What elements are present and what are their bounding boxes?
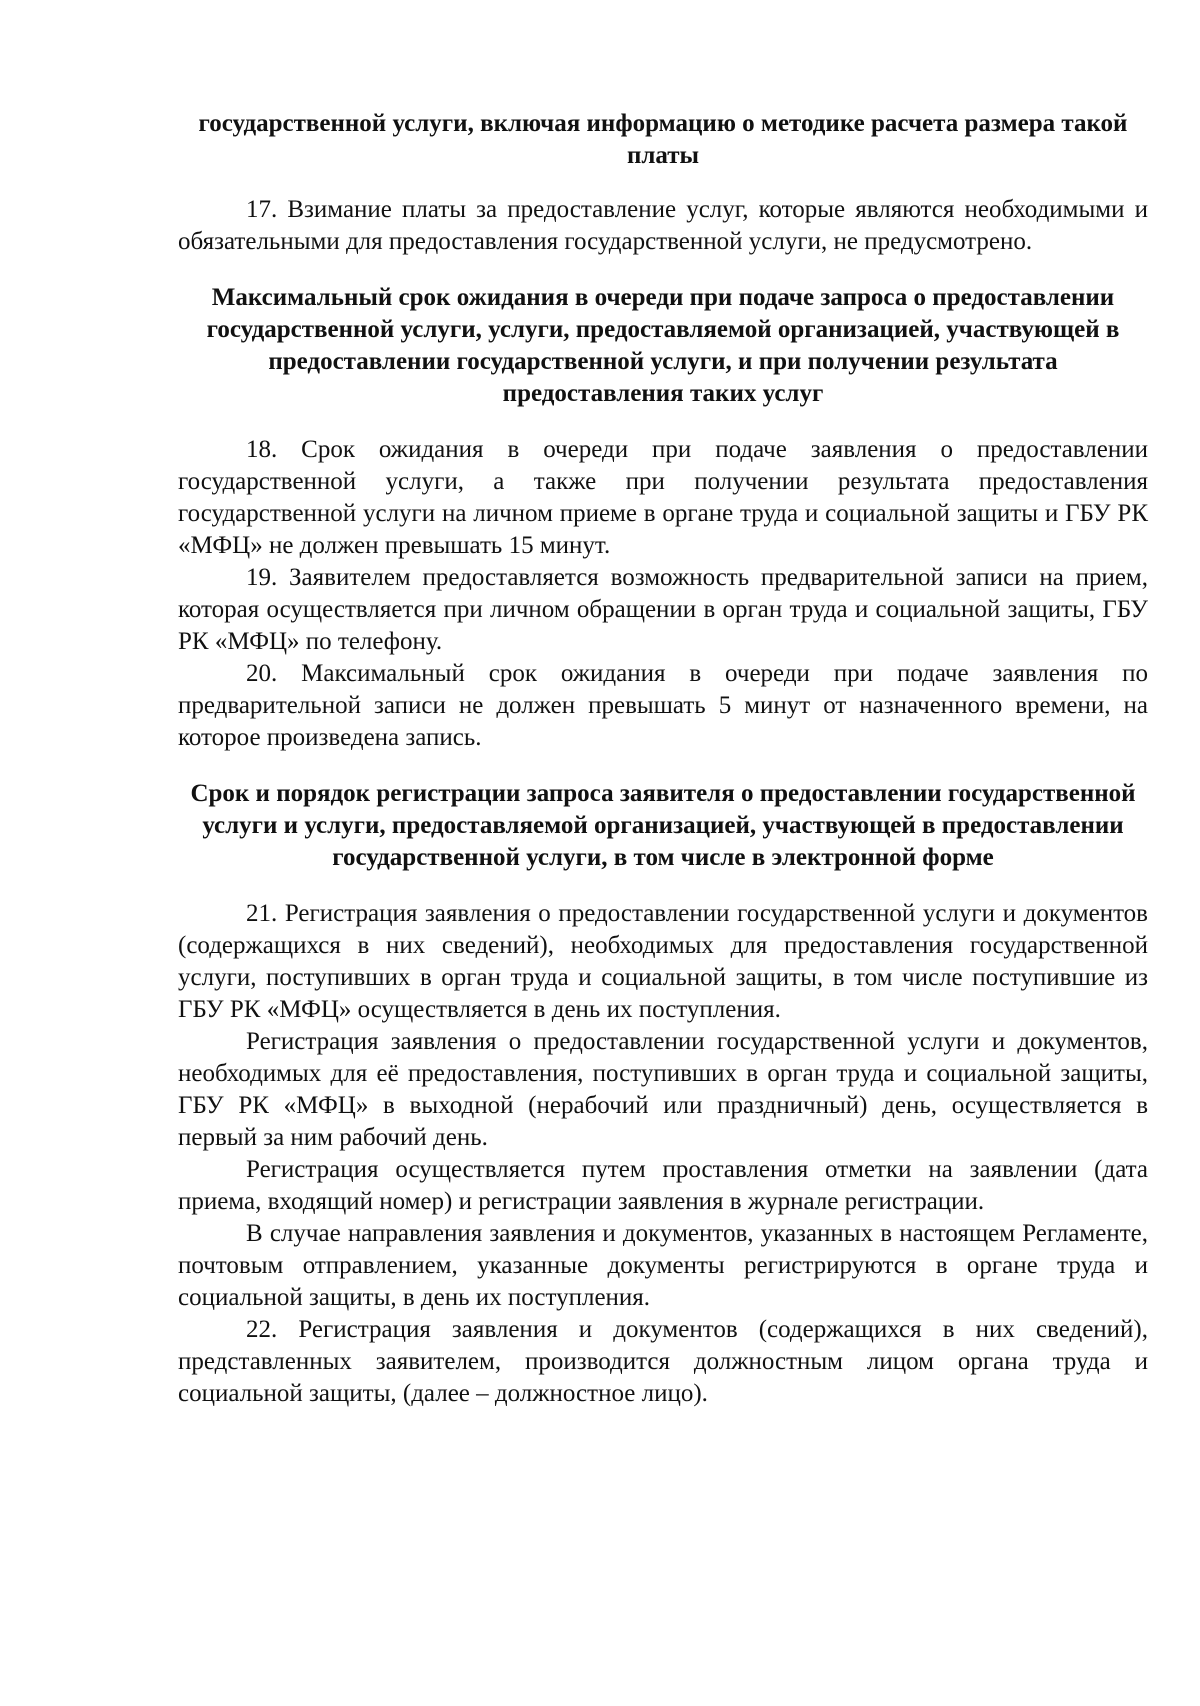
paragraph-20: 20. Максимальный срок ожидания в очереди при подаче заявления по предварительной записи не должен превышать 5 минут от назначенного времени, на которое произведена запись. bbox=[178, 660, 1148, 751]
paragraph-21-marking: Регистрация осуществляется путем проставления отметки на заявлении (дата приема, входящий номер) и регистрации заявления в журнале регистрации. bbox=[178, 1156, 1148, 1215]
section-heading-payment: государственной услуги, включая информацию о методике расчета размера такой платы bbox=[198, 110, 1128, 169]
document-page bbox=[178, 108, 1148, 1410]
section-heading-registration: Срок и порядок регистрации запроса заявителя о предоставлении государственной услуги и услуги, предоставляемой организацией, участвующей в предоставлении государственной услуги, в том числе в электронной форме bbox=[190, 780, 1136, 871]
paragraph-21-weekend: Регистрация заявления о предоставлении государственной услуги и документов, необходимых для её предоставления, поступивших в орган труда и социальной защиты, ГБУ РК «МФЦ» в выходной (нерабочий или праздничный) день, осуществляется в первый за ним рабочий день. bbox=[178, 1028, 1148, 1151]
paragraph-18: 18. Срок ожидания в очереди при подаче заявления о предоставлении государственной услуги, а также при получении результата предоставления государственной услуги на личном приеме в органе труда и социальной защиты и ГБУ РК «МФЦ» не должен превышать 15 минут. bbox=[178, 436, 1148, 559]
paragraph-19: 19. Заявителем предоставляется возможность предварительной записи на прием, которая осуществляется при личном обращении в орган труда и социальной защиты, ГБУ РК «МФЦ» по телефону. bbox=[178, 564, 1148, 655]
paragraph-21: 21. Регистрация заявления о предоставлении государственной услуги и документов (содержащихся в них сведений), необходимых для предоставления государственной услуги, поступивших в орган труда и социальной защиты, в том числе поступившие из ГБУ РК «МФЦ» осуществляется в день их поступления. bbox=[178, 900, 1148, 1023]
paragraph-21-mail: В случае направления заявления и документов, указанных в настоящем Регламенте, почтовым отправлением, указанные документы регистрируются в органе труда и социальной защиты, в день их поступления. bbox=[178, 1220, 1148, 1311]
section-heading-waiting-time: Максимальный срок ожидания в очереди при подаче запроса о предоставлении государственной услуги, услуги, предоставляемой организацией, участвующей в предоставлении государственной услуги, и при получении результата предоставления таких услуг bbox=[206, 284, 1120, 407]
paragraph-17: 17. Взимание платы за предоставление услуг, которые являются необходимыми и обязательными для предоставления государственной услуги, не предусмотрено. bbox=[178, 196, 1148, 255]
paragraph-22: 22. Регистрация заявления и документов (содержащихся в них сведений), представленных заявителем, производится должностным лицом органа труда и социальной защиты, (далее – должностное лицо). bbox=[178, 1316, 1148, 1407]
